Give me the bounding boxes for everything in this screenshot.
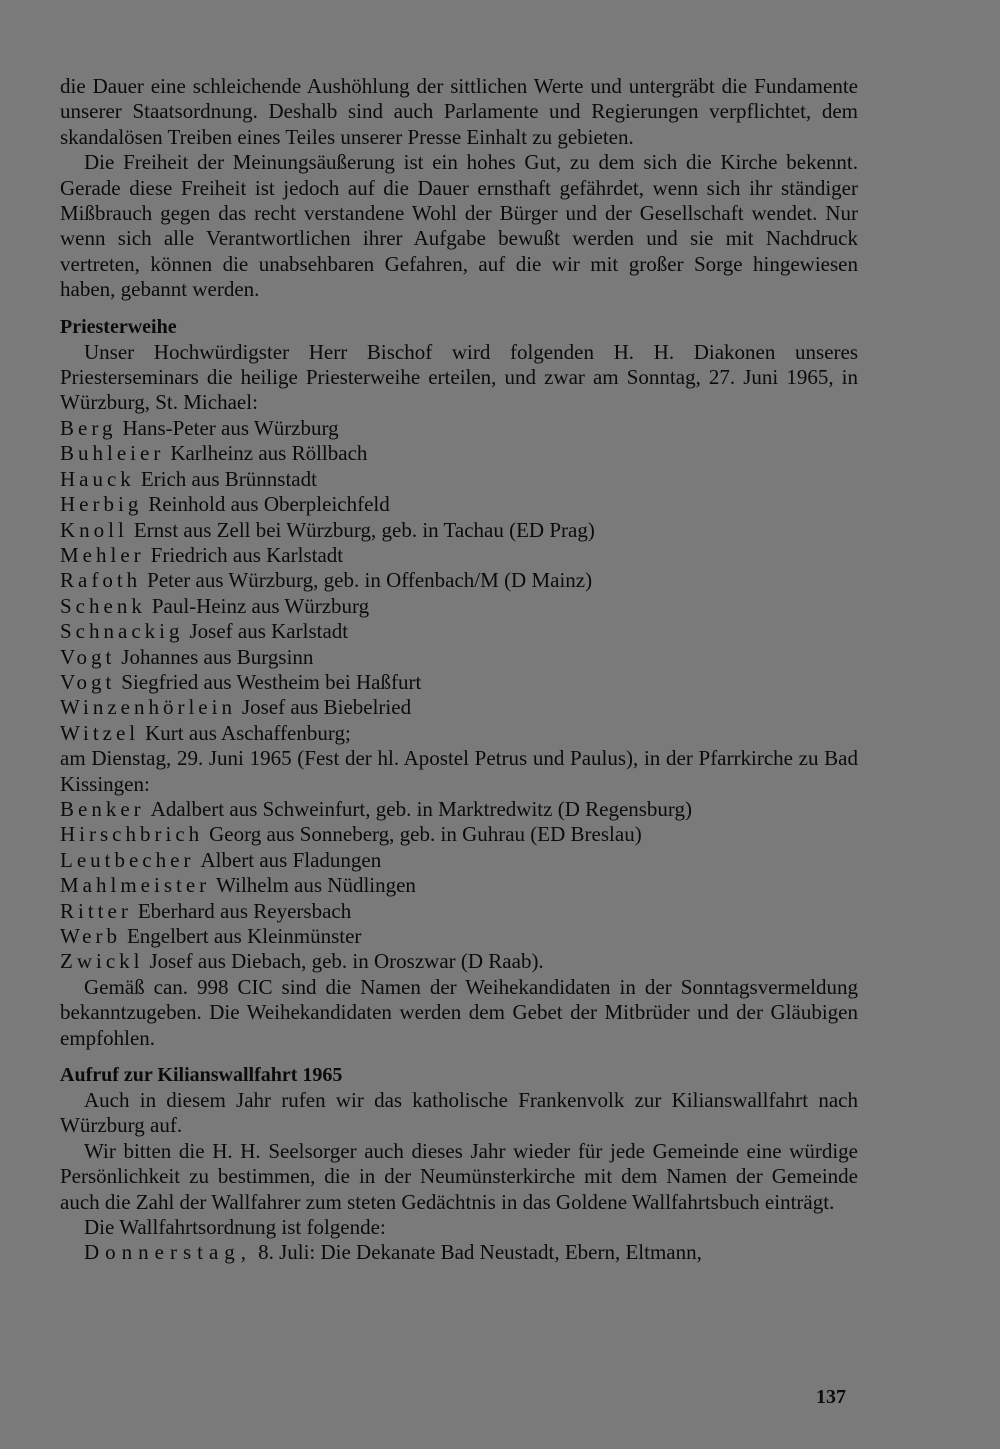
ordination-intro: Unser Hochwürdigster Herr Bischof wird folgenden H. H. Diakonen unseres Priesterseminars die heilige Priesterweihe erteilen, und zwar am Sonntag, 27. Juni 1965, in Würzburg, St. Michael:: [60, 339, 858, 415]
intro-paragraph-1: die Dauer eine schleichende Aushöhlung der sittlichen Werte und untergräbt die Fundamente unserer Staatsordnung. Deshalb sind auch Parlamente und Regierungen verpflichtet, dem skandalösen Treiben eines Teiles unserer Presse Einhalt zu gebieten.: [60, 74, 858, 149]
surname: Winzenhörlein: [60, 695, 236, 720]
candidate-details: Ernst aus Zell bei Würzburg, geb. in Tachau (ED Prag): [133, 517, 595, 542]
pilgrimage-paragraph-2: Wir bitten die H. H. Seelsorger auch dieses Jahr wieder für jede Gemeinde eine würdige Persönlichkeit zu bestimmen, die in der Neumünsterkirche mit dem Namen der Gemeinde auch die Zahl der Wallfahrer zum steten Gedächtnis in das Goldene Wallfahrtsbuch einträgt.: [60, 1138, 858, 1214]
pilgrimage-paragraph-1: Auch in diesem Jahr rufen wir das katholische Frankenvolk zur Kilianswallfahrt nach Würzburg auf.: [60, 1088, 858, 1138]
list-item: [60, 543, 858, 568]
candidate-details: Wilhelm aus Nüdlingen: [216, 873, 416, 898]
surname: Leutbecher: [60, 847, 195, 872]
surname: Zwickl: [60, 949, 144, 974]
list-item: [60, 949, 858, 974]
pilgrimage-schedule-line: [60, 1240, 858, 1265]
list-item: [60, 441, 858, 466]
surname: Schnackig: [60, 619, 184, 644]
list-item: [60, 645, 858, 670]
schedule-day: Donnerstag,: [84, 1240, 253, 1265]
surname: Berg: [60, 415, 117, 440]
surname: Hirschbrich: [60, 822, 204, 847]
surname: Hauck: [60, 466, 135, 491]
list-item: [60, 873, 858, 898]
candidate-details: Josef aus Biebelried: [241, 695, 412, 720]
section-heading-kilianswallfahrt: Aufruf zur Kilianswallfahrt 1965: [60, 1064, 343, 1087]
candidate-details: Karlheinz aus Röllbach: [170, 441, 368, 466]
section-heading-priesterweihe: Priesterweihe: [60, 315, 177, 338]
ordination-second-date: am Dienstag, 29. Juni 1965 (Fest der hl. Apostel Petrus und Paulus), in der Pfarrkirche zu Bad Kissingen:: [60, 746, 858, 796]
candidate-details: Kurt aus Aschaffenburg;: [145, 720, 351, 745]
intro-paragraph-2: Die Freiheit der Meinungsäußerung ist ein hohes Gut, zu dem sich die Kirche bekennt. Gerade diese Freiheit ist jedoch auf die Dauer ernsthaft gefährdet, wenn sich ihr ständiger Mißbrauch gegen das recht verstandene Wohl der Bürger und der Gesellschaft wendet. Nur wenn sich alle Verantwortlichen ihrer Aufgabe bewußt werden und sie mit Nachdruck vertreten, können die unabsehbaren Gefahren, auf die wir mit großer Sorge hingewiesen haben, gebannt werden.: [60, 150, 858, 302]
surname: Werb: [60, 924, 121, 948]
candidate-details: Paul-Heinz aus Würzburg: [151, 593, 370, 618]
list-item: [60, 721, 858, 746]
list-item: [60, 518, 858, 543]
ordination-list-2: [60, 797, 858, 975]
candidate-details: Eberhard aus Reyersbach: [137, 898, 352, 923]
pilgrimage-paragraph-3: Die Wallfahrtsordnung ist folgende:: [84, 1215, 386, 1240]
candidate-details: Josef aus Diebach, geb. in Oroszwar (D Raab).: [149, 949, 544, 974]
candidate-details: Peter aus Würzburg, geb. in Offenbach/M (D Mainz): [147, 568, 593, 593]
list-item: [60, 848, 858, 873]
schedule-details: 8. Juli: Die Dekanate Bad Neustadt, Ebern, Eltmann,: [258, 1240, 702, 1265]
surname: Rafoth: [60, 568, 142, 593]
list-item: [60, 467, 858, 492]
surname: Buhleier: [60, 441, 165, 466]
candidate-details: Josef aus Karlstadt: [189, 619, 349, 644]
list-item: [60, 492, 858, 517]
page-number: 137: [816, 1386, 846, 1408]
candidate-details: Reinhold aus Oberpleichfeld: [148, 492, 390, 517]
document-page: [60, 74, 858, 1266]
list-item: [60, 695, 858, 720]
candidate-details: Georg aus Sonneberg, geb. in Guhrau (ED Breslau): [209, 822, 642, 847]
surname: Schenk: [60, 593, 146, 618]
surname: Mahlmeister: [60, 873, 211, 898]
list-item: [60, 568, 858, 593]
ordination-list-1: [60, 416, 858, 746]
candidate-details: Albert aus Fladungen: [200, 847, 382, 872]
surname: Ritter: [60, 898, 132, 923]
candidate-details: Siegfried aus Westheim bei Haßfurt: [121, 669, 422, 694]
candidate-details: Johannes aus Burgsinn: [121, 644, 314, 669]
surname: Herbig: [60, 492, 143, 517]
list-item: [60, 416, 858, 441]
surname: Mehler: [60, 542, 145, 567]
surname: Vogt: [60, 644, 116, 669]
candidate-details: Erich aus Brünnstadt: [140, 466, 317, 491]
surname: Vogt: [60, 669, 116, 694]
candidate-details: Adalbert aus Schweinfurt, geb. in Marktredwitz (D Regensburg): [150, 796, 693, 821]
ordination-closing: Gemäß can. 998 CIC sind die Namen der Weihekandidaten in der Sonntagsvermeldung bekanntzugeben. Die Weihekandidaten werden dem Gebet der Mitbrüder und der Gläubigen empfohlen.: [60, 974, 858, 1050]
list-item: [60, 619, 858, 644]
list-item: [60, 822, 858, 847]
surname: Witzel: [60, 720, 140, 745]
list-item: [60, 797, 858, 822]
candidate-details: Engelbert aus Kleinmünster: [126, 924, 362, 948]
surname: Knoll: [60, 517, 128, 542]
list-item: [60, 899, 858, 924]
surname: Benker: [60, 796, 145, 821]
list-item: [60, 924, 858, 949]
candidate-details: Friedrich aus Karlstadt: [150, 542, 344, 567]
list-item: [60, 670, 858, 695]
list-item: [60, 594, 858, 619]
candidate-details: Hans-Peter aus Würzburg: [122, 415, 339, 440]
